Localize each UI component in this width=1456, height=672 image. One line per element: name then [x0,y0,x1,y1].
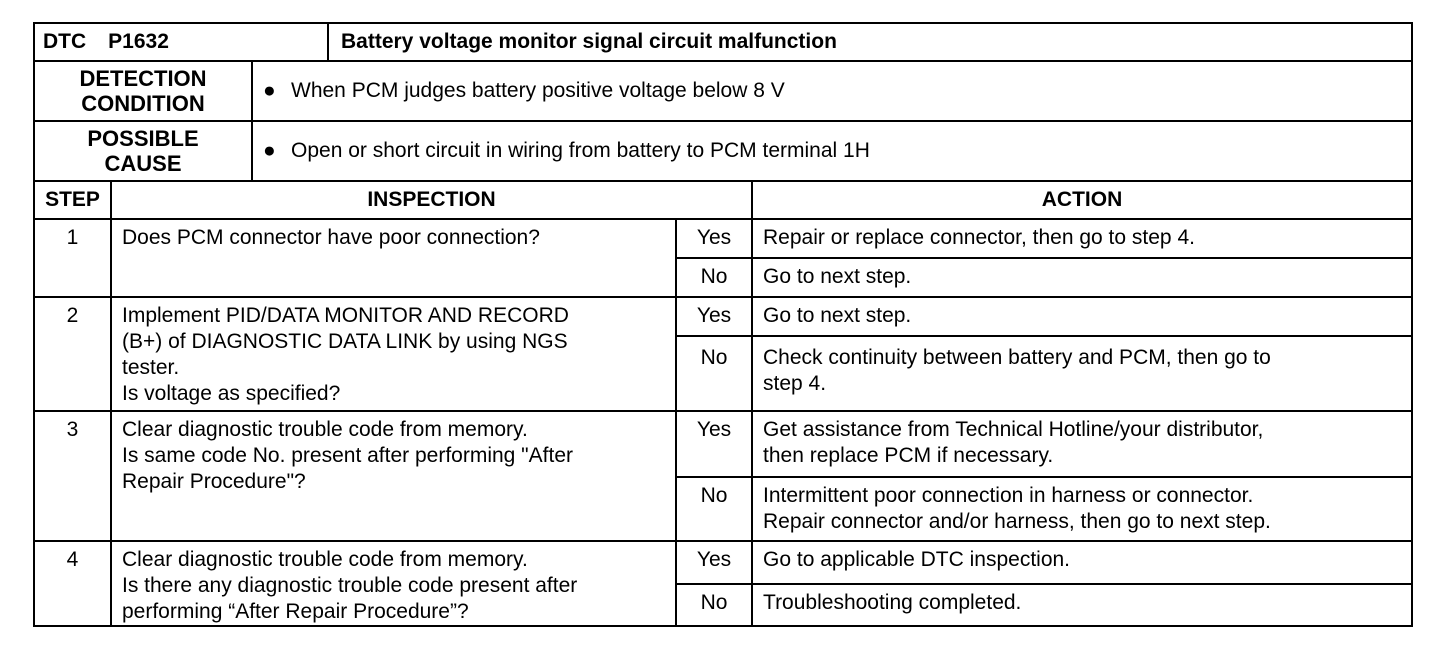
table-row [34,219,1412,258]
step-inspection: Clear diagnostic trouble code from memory. Is same code No. present after performing "After Repair Procedure"? [111,411,676,541]
yes-label: Yes [676,411,752,477]
detection-label: DETECTION CONDITION [34,61,252,121]
no-label: No [676,258,752,297]
bullet-icon: ● [263,79,276,102]
col-inspection: INSPECTION [111,181,752,219]
cause-row [34,121,1412,181]
yes-action: Go to applicable DTC inspection. [752,541,1412,584]
table-row [34,411,1412,477]
yes-action: Go to next step. [752,297,1412,336]
cause-value: ● Open or short circuit in wiring from battery to PCM terminal 1H [252,121,1412,181]
no-label: No [676,477,752,541]
no-action: Troubleshooting completed. [752,584,1412,627]
dtc-label: DTC [43,30,87,53]
dtc-title-row [34,23,1412,61]
step-number: 1 [34,219,111,297]
yes-label: Yes [676,541,752,584]
table-row [34,297,1412,336]
dtc-header-table [33,22,1413,182]
yes-action: Repair or replace connector, then go to step 4. [752,219,1412,258]
bullet-icon: ● [263,139,276,162]
no-action: Go to next step. [752,258,1412,297]
no-action: Intermittent poor connection in harness or connector. Repair connector and/or harness, then go to next step. [752,477,1412,541]
step-number: 3 [34,411,111,541]
dtc-code: P1632 [108,30,169,53]
dtc-sheet [33,22,1411,627]
no-action: Check continuity between battery and PCM, then go to step 4. [752,336,1412,411]
col-step: STEP [34,181,111,219]
step-inspection: Implement PID/DATA MONITOR AND RECORD (B+) of DIAGNOSTIC DATA LINK by using NGS tester. Is voltage as specified? [111,297,676,411]
step-inspection: Clear diagnostic trouble code from memory. Is there any diagnostic trouble code present after performing “After Repair Procedure”? [111,541,676,626]
dtc-title: Battery voltage monitor signal circuit malfunction [328,23,1412,61]
detection-row [34,61,1412,121]
yes-label: Yes [676,219,752,258]
table-row [34,541,1412,584]
step-number: 2 [34,297,111,411]
cause-label: POSSIBLE CAUSE [34,121,252,181]
step-number: 4 [34,541,111,626]
step-inspection: Does PCM connector have poor connection? [111,219,676,297]
dtc-code-cell [34,23,328,61]
detection-value: ● When PCM judges battery positive voltage below 8 V [252,61,1412,121]
no-label: No [676,584,752,627]
col-action: ACTION [752,181,1412,219]
yes-label: Yes [676,297,752,336]
no-label: No [676,336,752,411]
steps-header-row [34,181,1412,219]
yes-action: Get assistance from Technical Hotline/your distributor, then replace PCM if necessary. [752,411,1412,477]
steps-table [33,180,1413,627]
